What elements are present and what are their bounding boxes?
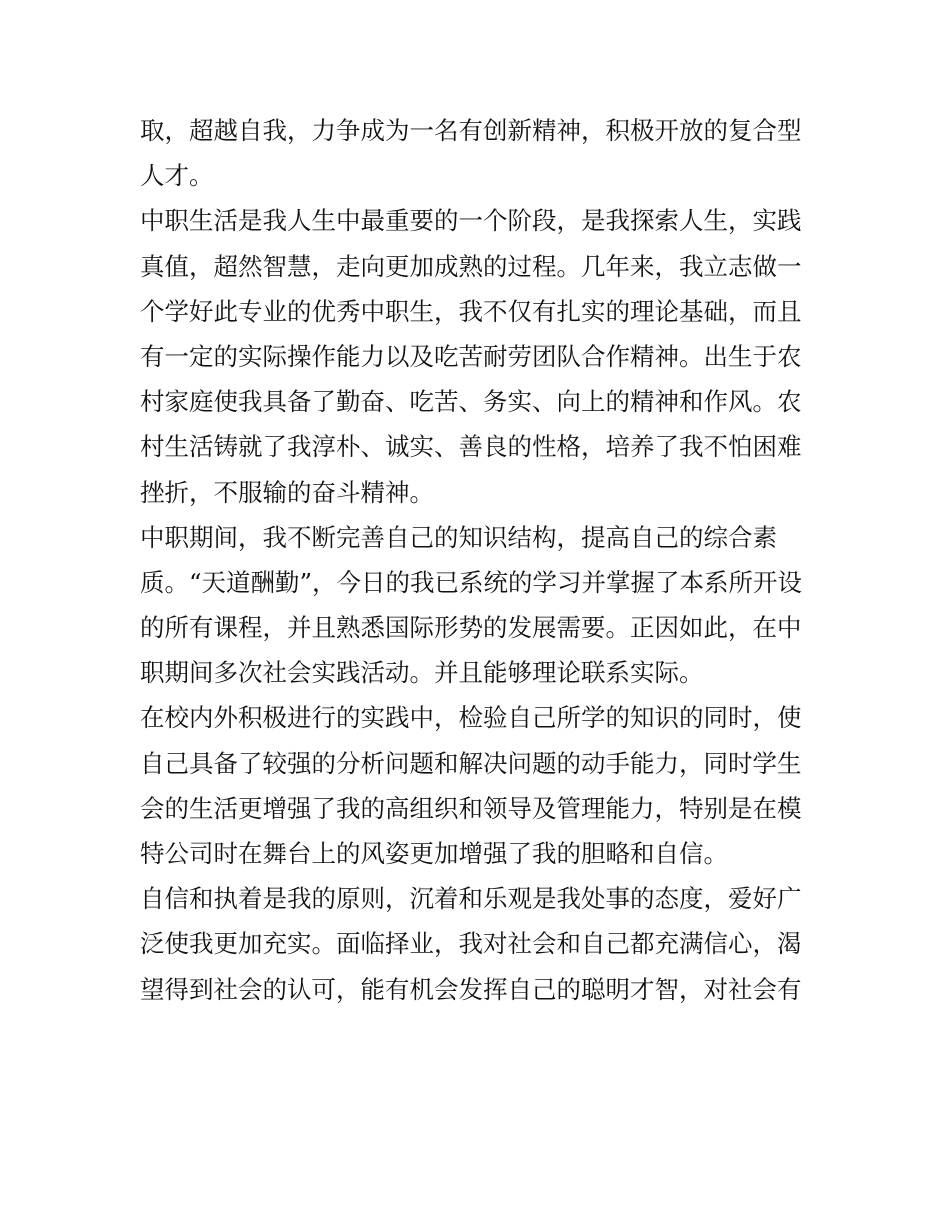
text-line: 在校内外积极进行的实践中，检验自己所学的知识的同时，使: [140, 703, 802, 733]
text-line: 望得到社会的认可，能有机会发挥自己的聪明才智，对社会有: [140, 974, 802, 1004]
text-line: 个学好此专业的优秀中职生，我不仅有扎实的理论基础，而且: [140, 296, 802, 326]
paragraph-2: [140, 198, 812, 514]
text-line: 职期间多次社会实践活动。并且能够理论联系实际。: [140, 658, 704, 688]
paragraph-4: [140, 695, 812, 876]
document-body: [140, 108, 812, 1012]
text-line: 特公司时在舞台上的风姿更加增强了我的胆略和自信。: [140, 839, 728, 868]
paragraph-3: [140, 515, 812, 696]
text-line: 取，超越自我，力争成为一名有创新精神，积极开放的复合型: [140, 116, 802, 145]
text-line: 自信和执着是我的原则，沉着和乐观是我处事的态度，爱好广: [140, 884, 802, 914]
text-line: 人才。: [140, 161, 214, 191]
text-line: 村家庭使我具备了勤奋、吃苦、务实、向上的精神和作风。农: [140, 387, 802, 417]
paragraph-5: [140, 876, 812, 1012]
text-line: 自己具备了较强的分析问题和解决问题的动手能力，同时学生: [140, 748, 802, 778]
text-line: 的所有课程，并且熟悉国际形势的发展需要。正因如此，在中: [140, 613, 802, 643]
paragraph-1: [140, 108, 812, 198]
text-line: 会的生活更增强了我的高组织和领导及管理能力，特别是在模: [140, 793, 802, 823]
text-line: 泛使我更加充实。面临择业，我对社会和自己都充满信心，渴: [140, 929, 802, 959]
text-line: 质。“天道酬勤”，今日的我已系统的学习并掌握了本系所开设: [140, 567, 803, 597]
text-line: 挫折，不服输的奋斗精神。: [140, 477, 434, 507]
text-line: 中职期间，我不断完善自己的知识结构，提高自己的综合素: [140, 522, 777, 552]
text-line: 村生活铸就了我淳朴、诚实、善良的性格，培养了我不怕困难: [140, 432, 802, 462]
text-line: 真值，超然智慧，走向更加成熟的过程。几年来，我立志做一: [140, 251, 802, 281]
text-line: 有一定的实际操作能力以及吃苦耐劳团队合作精神。出生于农: [140, 341, 802, 371]
text-line: 中职生活是我人生中最重要的一个阶段，是我探索人生，实践: [140, 206, 802, 236]
